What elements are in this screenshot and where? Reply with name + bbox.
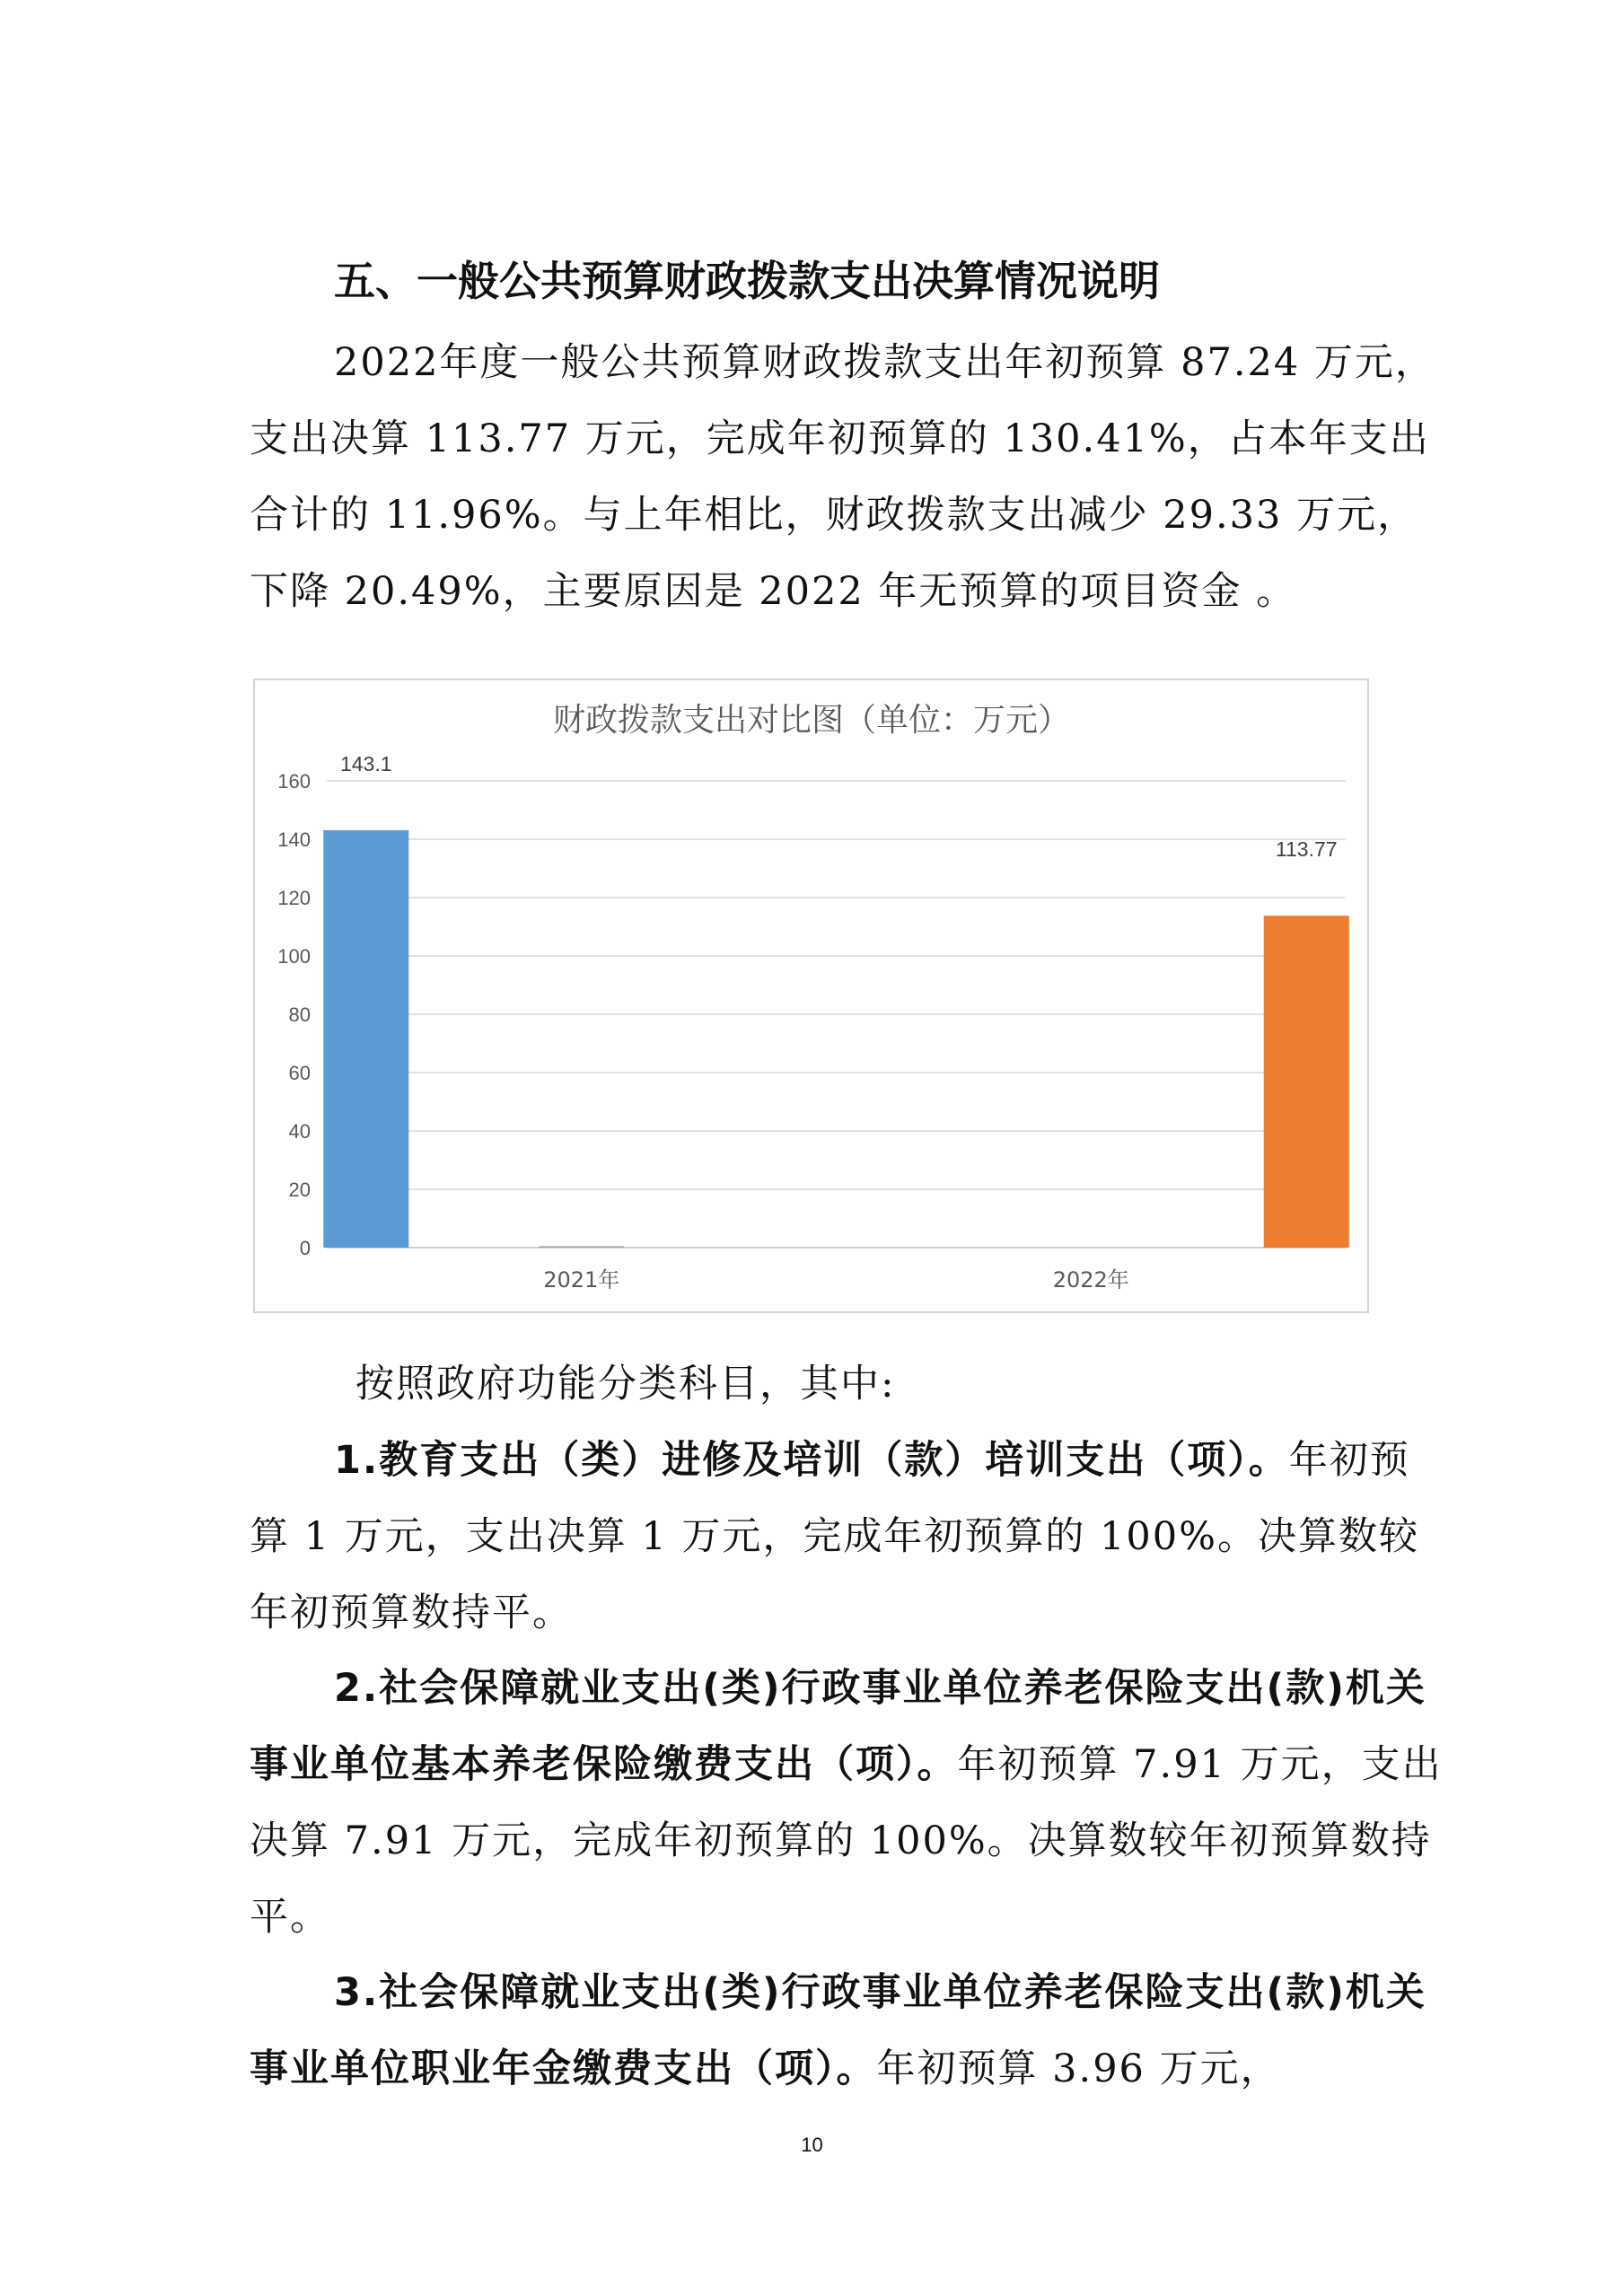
y-tick-label-20: 20 <box>288 1179 311 1201</box>
y-tick-label-0: 0 <box>299 1237 311 1259</box>
chart-canvas <box>255 680 1367 1311</box>
page-number: 10 <box>801 2134 823 2156</box>
y-tick-label-40: 40 <box>288 1120 311 1143</box>
item-1-heading: 1.教育支出（类）进修及培训（款）培训支出（项）。 <box>334 1438 1289 1483</box>
classification-intro: 按照政府功能分类科目，其中: <box>356 1362 896 1407</box>
y-tick-label-120: 120 <box>277 887 311 909</box>
x-tick-label-1: 2022年 <box>1052 1267 1129 1293</box>
bar-0-series-1 <box>539 1246 624 1248</box>
item-2-text: 年初预算 7.91 万元，支出决算 7.91 万元，完成年初预算的 100%。决算数较年初预算数持平。 <box>250 1742 1443 1940</box>
item-1 <box>250 1423 1444 1652</box>
data-label-0-series-0: 143.1 <box>339 751 392 776</box>
item-3 <box>250 1955 1444 2108</box>
y-tick-label-160: 160 <box>277 770 311 793</box>
y-tick-label-60: 60 <box>288 1062 311 1084</box>
summary-paragraph: 2022年度一般公共预算财政拨款支出年初预算 87.24 万元，支出决算 113.77 万元，完成年初预算的 130.41%，占本年支出合计的 11.96%。与上年相比，财政拨款支出减少 29.33 万元，下降 20.49%，主要原因是 2022 年无预算的项目资金 。 <box>250 340 1435 614</box>
y-tick-label-100: 100 <box>277 945 311 968</box>
expenditure-comparison-chart <box>253 679 1369 1313</box>
x-tick-label-0: 2021年 <box>543 1267 620 1293</box>
item-2-heading: 2.社会保障就业支出(类)行政事业单位养老保险支出(款)机关事业单位基本养老保险缴费支出（项）。 <box>250 1666 1426 1787</box>
item-3-text: 年初预算 3.96 万元， <box>876 2046 1281 2091</box>
bar-1-series-2 <box>1264 916 1349 1248</box>
item-1-text: 年初预算 1 万元，支出决算 1 万元，完成年初预算的 100%。决算数较年初预算数持平。 <box>250 1438 1419 1635</box>
data-label-1-series-2: 113.77 <box>1275 837 1338 862</box>
bar-0-series-0 <box>323 830 408 1248</box>
section-title: 五、一般公共预算财政拨款支出决算情况说明 <box>334 257 1160 305</box>
item-3-heading: 3.社会保障就业支出(类)行政事业单位养老保险支出(款)机关事业单位职业年金缴费支出（项）。 <box>250 1970 1426 2091</box>
y-tick-label-140: 140 <box>277 828 311 851</box>
chart-title: 财政拨款支出对比图（单位：万元） <box>552 702 1071 739</box>
item-2 <box>250 1651 1444 1956</box>
y-tick-label-80: 80 <box>288 1003 311 1026</box>
